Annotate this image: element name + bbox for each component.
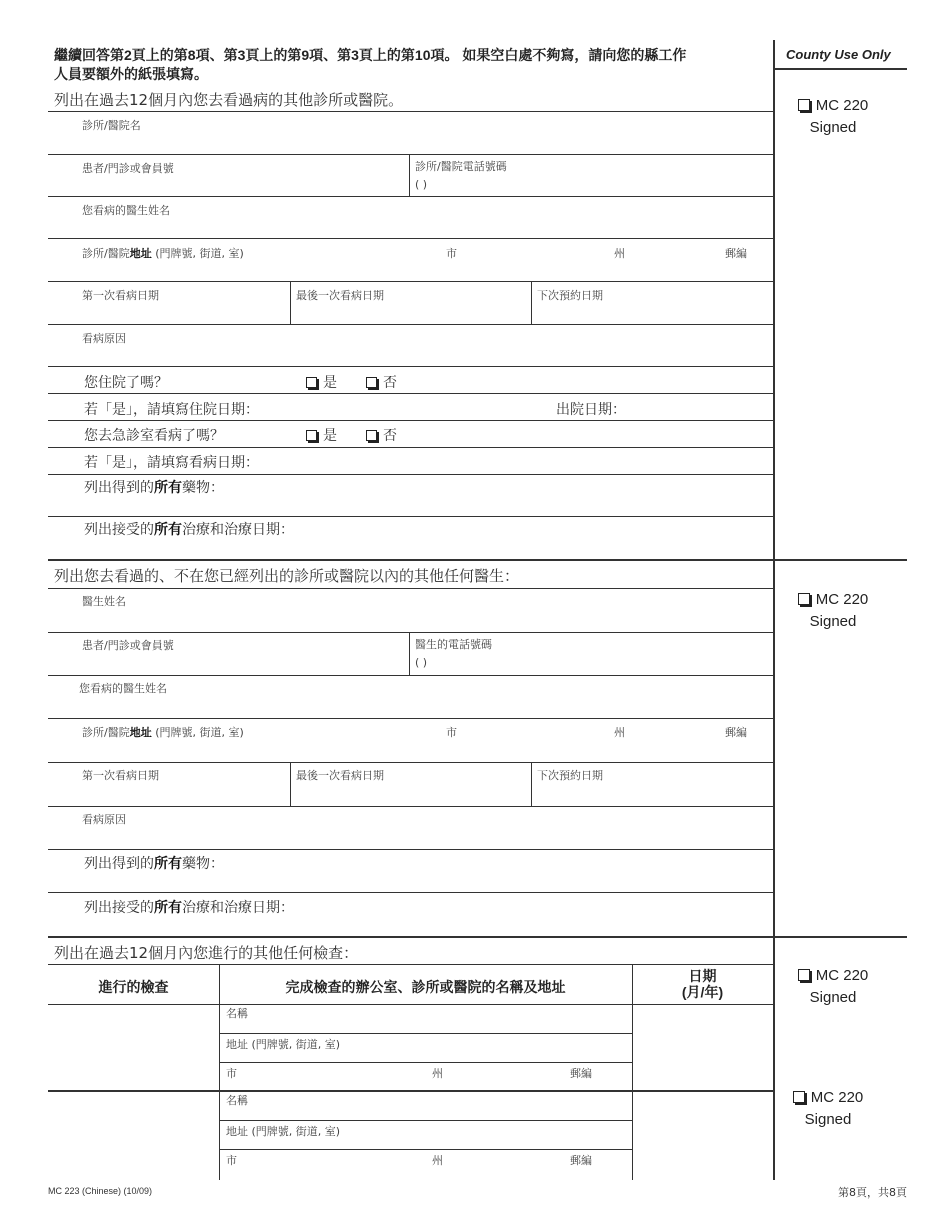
reason-label-2: 看病原因: [82, 813, 126, 826]
rule: [48, 1090, 774, 1092]
discharge-date-label: 出院日期：: [556, 402, 626, 418]
county-check-1[interactable]: [783, 95, 883, 139]
test-state-label-2: 州: [432, 1154, 443, 1167]
checkbox-icon[interactable]: [366, 377, 377, 388]
no-label: 否: [383, 428, 397, 444]
clinic-name-label: 診所/醫院名: [82, 119, 141, 132]
last-visit-label: 最後一次看病日期: [296, 289, 384, 302]
city-label-2: 市: [446, 726, 457, 739]
reason-label: 看病原因: [82, 332, 126, 345]
yes-label: 是: [323, 428, 337, 444]
rule: [219, 1120, 632, 1121]
er-question: 您去急診室看病了嗎？: [84, 428, 224, 444]
state-label: 州: [614, 247, 625, 260]
admission-date-label: 若「是」，請填寫住院日期：: [84, 402, 259, 418]
checkbox-icon[interactable]: [798, 99, 810, 111]
meds-suffix: 藥物：: [182, 480, 224, 496]
treat-prefix: 列出接受的: [84, 522, 154, 538]
hospitalized-no[interactable]: [366, 372, 397, 392]
rule: [290, 281, 291, 324]
rule: [48, 718, 774, 719]
county-header-underline: [773, 68, 907, 70]
rule: [219, 1033, 632, 1034]
rule: [48, 154, 774, 155]
section1-title: 列出在過去12個月內您去看過病的其他診所或醫院。: [54, 91, 404, 109]
address-prefix: 診所/醫院: [82, 726, 130, 739]
checkbox-icon[interactable]: [798, 593, 810, 605]
rule: [48, 762, 774, 763]
doctor-name-label: 您看病的醫生姓名: [82, 204, 170, 217]
signed-label: Signed: [809, 119, 857, 136]
treat-bold: 所有: [154, 900, 182, 916]
form-id: MC 223 (Chinese) (10/09): [48, 1186, 153, 1196]
rule: [48, 806, 774, 807]
er-visit-date-label: 若「是」，請填寫看病日期：: [84, 455, 259, 471]
no-label: 否: [383, 375, 397, 391]
rule: [409, 154, 410, 196]
date-line2: (月/年): [681, 984, 724, 1000]
next-appointment-label-2: 下次預約日期: [537, 769, 603, 782]
rule: [48, 474, 774, 475]
county-check-4[interactable]: [778, 1087, 878, 1131]
rule: [48, 324, 774, 325]
yes-label: 是: [323, 375, 337, 391]
section3-title: 列出在過去12個月內您進行的其他任何檢查：: [54, 944, 359, 962]
medications-label: [84, 477, 224, 497]
county-check-2[interactable]: [783, 589, 883, 633]
rule: [531, 762, 532, 806]
rule: [48, 1004, 774, 1005]
rule: [409, 632, 410, 675]
checkbox-icon[interactable]: [798, 969, 810, 981]
test-zip-label: 郵編: [570, 1067, 592, 1080]
clinic-address-label-2: [82, 724, 244, 740]
zip-label-2: 郵編: [725, 726, 747, 739]
rule: [48, 196, 774, 197]
rule: [531, 281, 532, 324]
test-city-label-2: 市: [226, 1154, 237, 1167]
patient-number-label: 患者/門診或會員號: [82, 162, 174, 175]
rule: [48, 281, 774, 282]
rule: [48, 632, 774, 633]
rule: [48, 849, 774, 850]
hospitalized-question: 您住院了嗎？: [84, 375, 168, 391]
mc220-label: MC 220: [810, 1089, 864, 1106]
rule: [48, 447, 774, 448]
county-use-only-label: County Use Only: [786, 47, 891, 62]
section2-title: 列出您去看過的、不在您已經列出的診所或醫院以內的其他任何醫生：: [54, 567, 520, 585]
test-state-label: 州: [432, 1067, 443, 1080]
rule: [48, 366, 774, 367]
doctor-phone-area-code: ( ): [415, 656, 428, 669]
rule: [219, 1149, 632, 1150]
checkbox-icon[interactable]: [366, 430, 377, 441]
rule: [48, 588, 774, 589]
doctor-phone-label: 醫生的電話號碼: [415, 638, 492, 651]
address-bold: 地址: [129, 247, 152, 260]
treat-bold: 所有: [154, 522, 182, 538]
address-suffix: (門牌號, 街道, 室): [151, 726, 244, 739]
signed-label: Signed: [804, 1111, 852, 1128]
page-number: 第8頁，共8頁: [838, 1186, 907, 1199]
test-city-label: 市: [226, 1067, 237, 1080]
treatments-label: [84, 519, 294, 539]
clinic-phone-area-code: ( ): [415, 178, 428, 191]
state-label-2: 州: [614, 726, 625, 739]
seen-doctor-label: 您看病的醫生姓名: [79, 682, 167, 695]
test-name-label: 名稱: [226, 1007, 248, 1020]
rule: [290, 762, 291, 806]
signed-label: Signed: [809, 613, 857, 630]
col-place-header: 完成檢查的辦公室、診所或醫院的名稱及地址: [285, 979, 566, 995]
checkbox-icon[interactable]: [793, 1091, 805, 1103]
mc220-label: MC 220: [815, 591, 869, 608]
col-test-header: 進行的檢查: [98, 979, 169, 995]
treat-prefix: 列出接受的: [84, 900, 154, 916]
address-prefix: 診所/醫院: [82, 247, 130, 260]
signed-label: Signed: [809, 989, 857, 1006]
test-zip-label-2: 郵編: [570, 1154, 592, 1167]
clinic-phone-label: 診所/醫院電話號碼: [415, 160, 507, 173]
clinic-address-label: [82, 245, 244, 261]
hospitalized-yes[interactable]: [306, 372, 337, 392]
first-visit-label-2: 第一次看病日期: [82, 769, 159, 782]
last-visit-label-2: 最後一次看病日期: [296, 769, 384, 782]
address-bold: 地址: [129, 726, 152, 739]
section2-end-rule: [48, 936, 907, 938]
patient-number-label-2: 患者/門診或會員號: [82, 639, 174, 652]
meds-prefix: 列出得到的: [84, 480, 154, 496]
er-no[interactable]: [366, 425, 397, 445]
meds-prefix: 列出得到的: [84, 856, 154, 872]
test-name-label-2: 名稱: [226, 1094, 248, 1107]
instruction-line-2: 人員要額外的紙張填寫。: [54, 66, 208, 82]
first-visit-label: 第一次看病日期: [82, 289, 159, 302]
address-suffix: (門牌號, 街道, 室): [151, 247, 244, 260]
date-line1: 日期: [688, 968, 717, 984]
doctor-name-label-2: 醫生姓名: [82, 595, 126, 608]
mc220-label: MC 220: [815, 967, 869, 984]
checkbox-icon[interactable]: [306, 430, 317, 441]
next-appointment-label: 下次預約日期: [537, 289, 603, 302]
city-label: 市: [446, 247, 457, 260]
county-check-3[interactable]: [783, 965, 883, 1009]
section1-end-rule: [48, 559, 907, 561]
rule: [48, 393, 774, 394]
treat-suffix: 治療和治療日期：: [182, 900, 294, 916]
rule: [48, 675, 774, 676]
county-column-divider: [773, 40, 775, 1180]
col-date-header: [632, 968, 773, 1000]
rule: [48, 420, 774, 421]
rule: [48, 892, 774, 893]
treatments-label-2: [84, 897, 294, 917]
checkbox-icon[interactable]: [306, 377, 317, 388]
test-address-label: 地址 (門牌號, 街道, 室): [226, 1038, 341, 1051]
er-yes[interactable]: [306, 425, 337, 445]
medications-label-2: [84, 853, 224, 873]
meds-bold: 所有: [154, 480, 182, 496]
mc220-label: MC 220: [815, 97, 869, 114]
zip-label: 郵編: [725, 247, 747, 260]
rule: [48, 516, 774, 517]
instruction-line-1: 繼續回答第2頁上的第8項、第3頁上的第9項、第3頁上的第10項。 如果空白處不夠寫，請向您的縣工作: [54, 47, 687, 63]
rule: [219, 1062, 632, 1063]
rule: [48, 964, 774, 965]
meds-suffix: 藥物：: [182, 856, 224, 872]
rule: [48, 238, 774, 239]
rule: [48, 111, 774, 112]
treat-suffix: 治療和治療日期：: [182, 522, 294, 538]
meds-bold: 所有: [154, 856, 182, 872]
test-address-label-2: 地址 (門牌號, 街道, 室): [226, 1125, 341, 1138]
